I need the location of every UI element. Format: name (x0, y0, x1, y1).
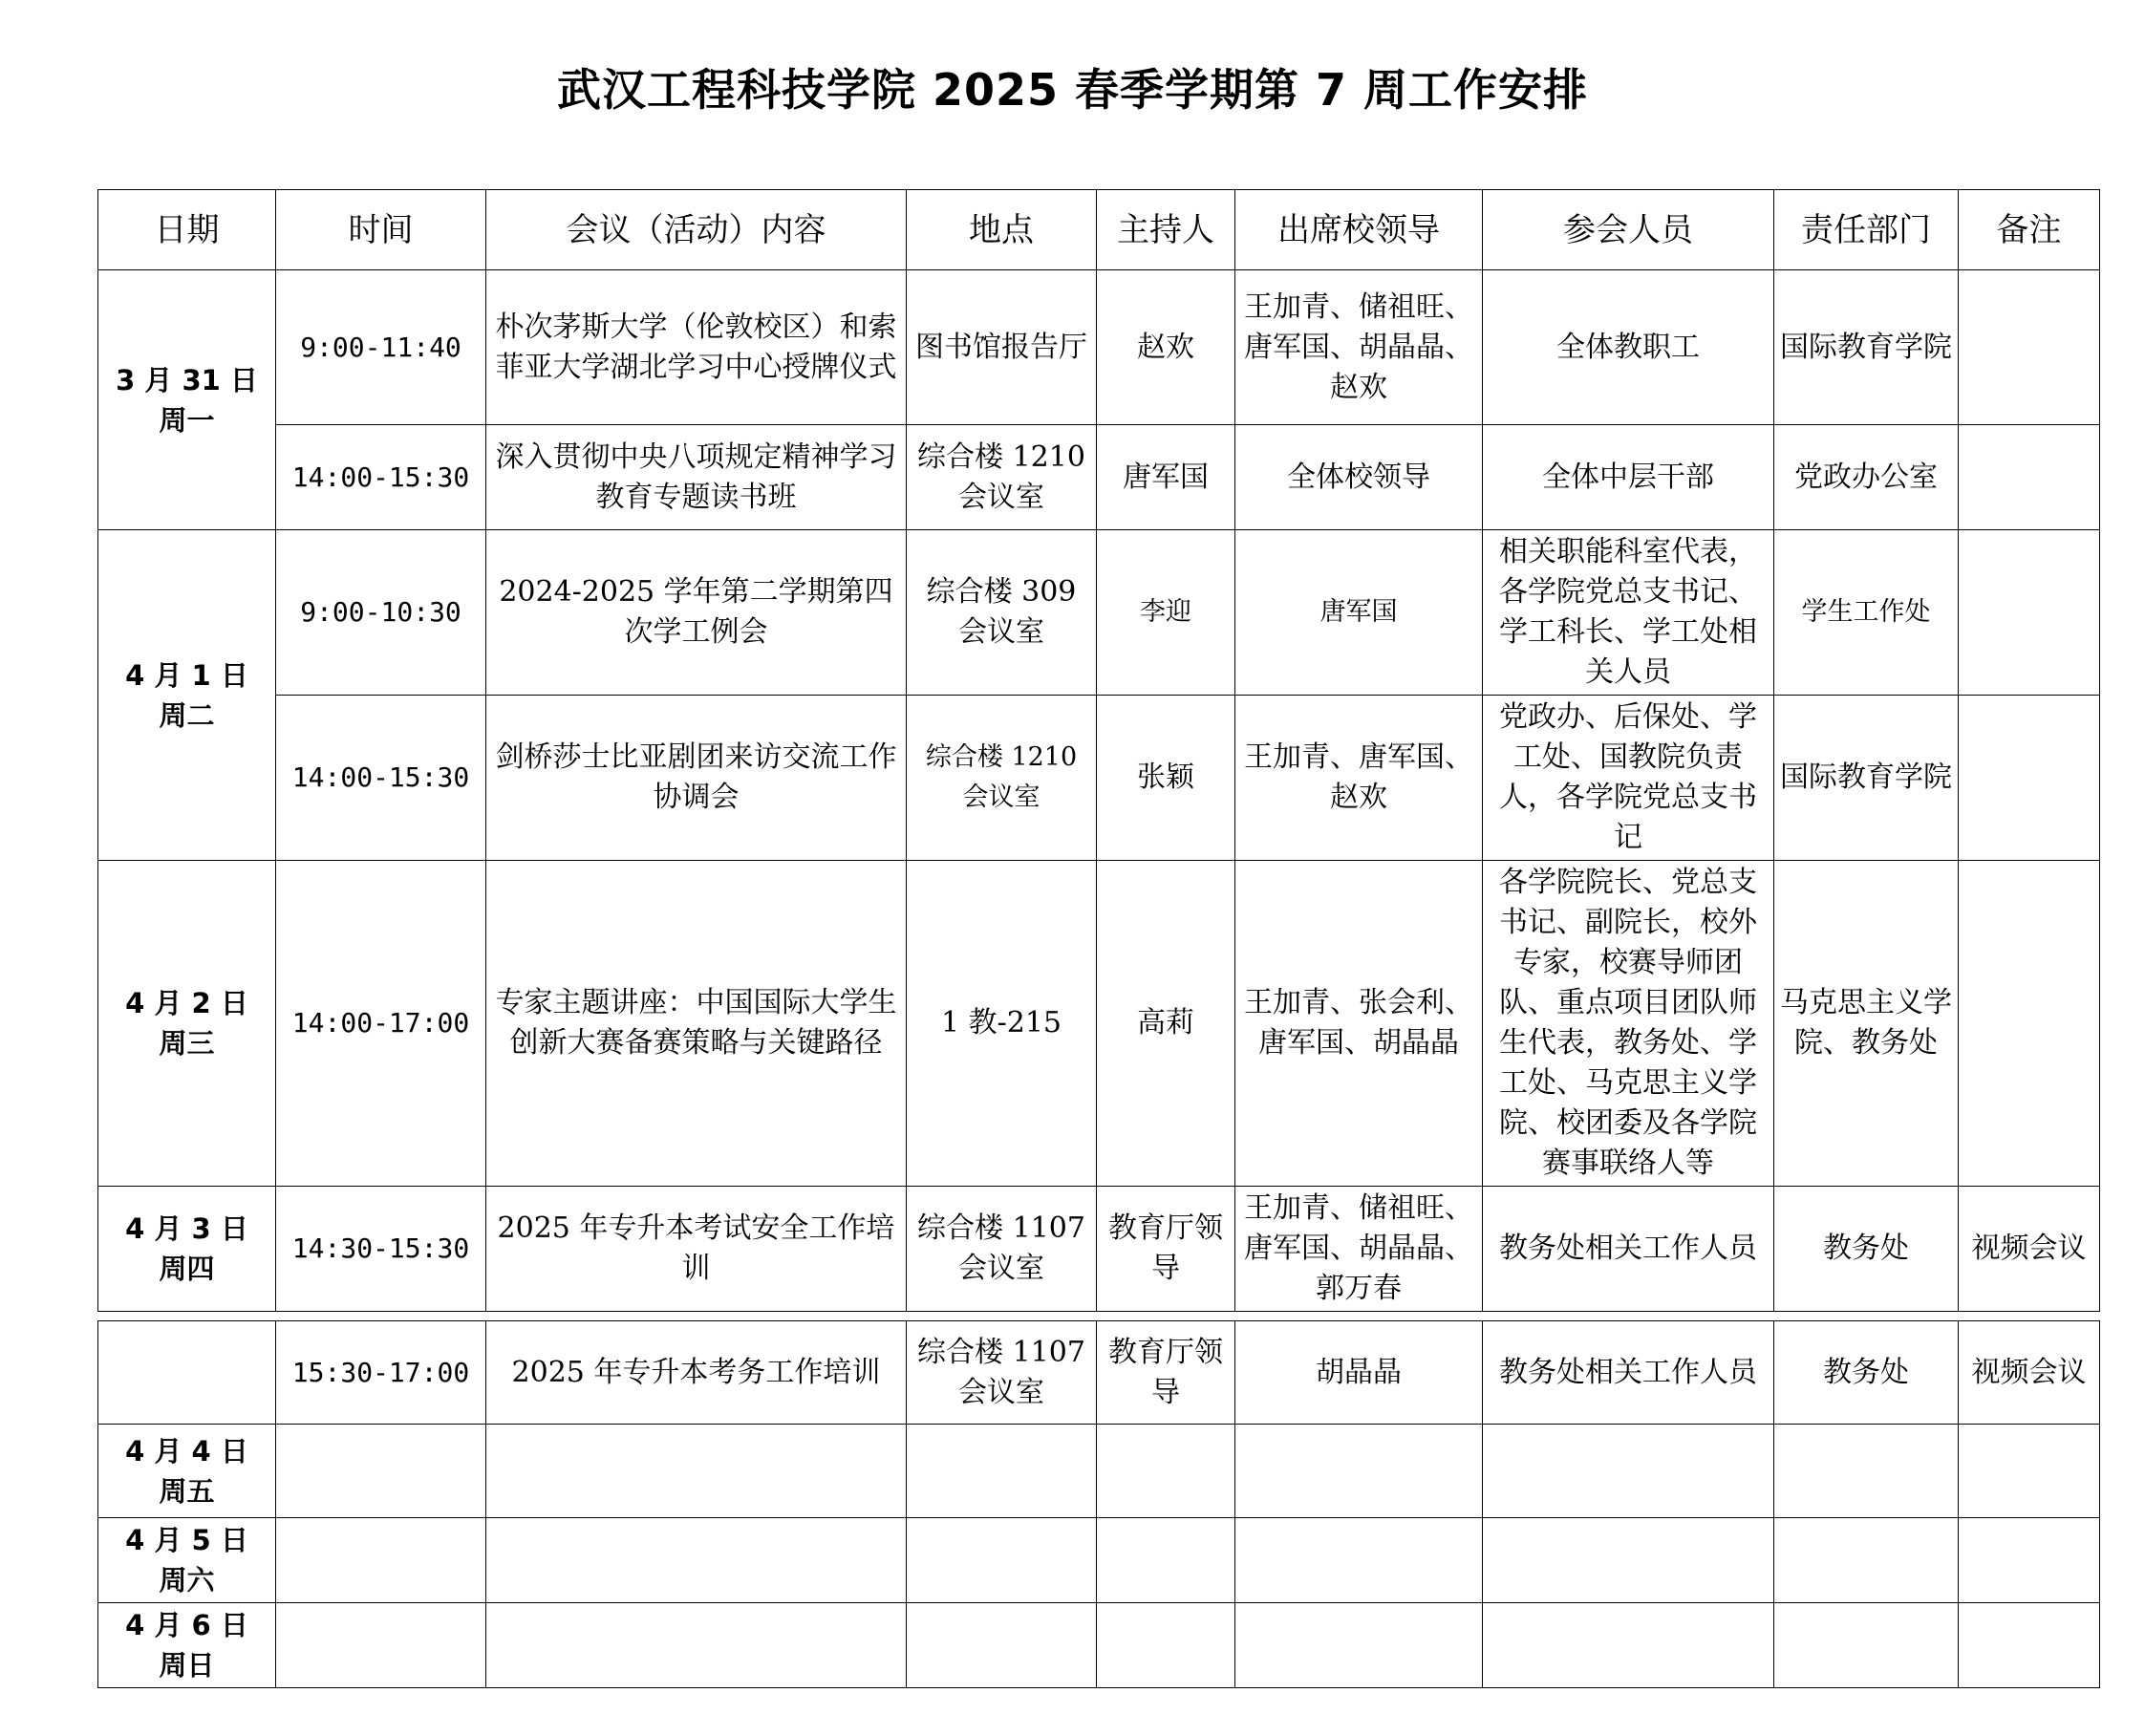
host-cell: 高莉 (1097, 861, 1235, 1187)
date-cell (98, 530, 276, 861)
table-row (98, 696, 2100, 861)
table-row (98, 1518, 2100, 1603)
department-cell (1774, 1425, 1959, 1518)
content-cell: 2025 年专升本考试安全工作培训 (486, 1187, 907, 1312)
content-cell (486, 1603, 907, 1688)
leaders-cell: 唐军国 (1235, 530, 1483, 696)
note-cell (1959, 696, 2100, 861)
time-cell: 14:00-15:30 (276, 696, 486, 861)
note-cell (1959, 1518, 2100, 1603)
table-row (98, 1321, 2100, 1425)
location-cell: 综合楼 1107 会议室 (907, 1187, 1097, 1312)
content-cell: 2025 年专升本考务工作培训 (486, 1321, 907, 1425)
date-cell (98, 1187, 276, 1312)
attendees-cell: 党政办、后保处、学工处、国教院负责人，各学院党总支书记 (1483, 696, 1774, 861)
host-cell: 教育厅领导 (1097, 1321, 1235, 1425)
attendees-cell: 教务处相关工作人员 (1483, 1187, 1774, 1312)
leaders-cell: 全体校领导 (1235, 425, 1483, 530)
time-cell: 9:00-11:40 (276, 270, 486, 425)
leaders-cell: 王加青、张会利、唐军国、胡晶晶 (1235, 861, 1483, 1187)
location-cell: 综合楼 1210 会议室 (907, 425, 1097, 530)
table-row (98, 861, 2100, 1187)
attendees-cell (1483, 1425, 1774, 1518)
host-cell (1097, 1425, 1235, 1518)
location-cell: 综合楼 1210 会议室 (907, 696, 1097, 861)
header-date: 日期 (98, 190, 276, 270)
host-cell: 教育厅领导 (1097, 1187, 1235, 1312)
time-cell (276, 1518, 486, 1603)
location-cell: 综合楼 309 会议室 (907, 530, 1097, 696)
leaders-cell (1235, 1518, 1483, 1603)
leaders-cell (1235, 1425, 1483, 1518)
weekday-label: 周三 (159, 1027, 215, 1060)
leaders-cell (1235, 1603, 1483, 1688)
date-cell (98, 1518, 276, 1603)
weekday-label: 周二 (159, 698, 215, 732)
table-row (98, 1425, 2100, 1518)
date-cell (98, 861, 276, 1187)
table-row (98, 270, 2100, 425)
header-attendees: 参会人员 (1483, 190, 1774, 270)
date-label: 4 月 2 日 (125, 987, 248, 1019)
note-cell: 视频会议 (1959, 1321, 2100, 1425)
date-label: 4 月 4 日 (125, 1434, 248, 1468)
time-cell: 14:00-15:30 (276, 425, 486, 530)
department-cell (1774, 1518, 1959, 1603)
time-cell: 14:00-17:00 (276, 861, 486, 1187)
location-cell: 综合楼 1107 会议室 (907, 1321, 1097, 1425)
time-cell (276, 1603, 486, 1688)
time-cell: 15:30-17:00 (276, 1321, 486, 1425)
content-cell: 深入贯彻中央八项规定精神学习教育专题读书班 (486, 425, 907, 530)
location-cell: 1 教-215 (907, 861, 1097, 1187)
attendees-cell: 全体教职工 (1483, 270, 1774, 425)
department-cell: 马克思主义学院、教务处 (1774, 861, 1959, 1187)
content-cell: 朴次茅斯大学（伦敦校区）和索菲亚大学湖北学习中心授牌仪式 (486, 270, 907, 425)
date-label: 4 月 5 日 (125, 1524, 248, 1556)
table-row (98, 1603, 2100, 1688)
time-cell (276, 1425, 486, 1518)
leaders-cell: 王加青、储祖旺、唐军国、胡晶晶、郭万春 (1235, 1187, 1483, 1312)
location-cell (907, 1518, 1097, 1603)
host-cell: 李迎 (1097, 530, 1235, 696)
page-title: 武汉工程科技学院 2025 春季学期第 7 周工作安排 (556, 64, 1589, 116)
date-label: 4 月 3 日 (125, 1212, 248, 1245)
date-cell (98, 1425, 276, 1518)
schedule-table-continued (97, 1320, 2100, 1688)
host-cell (1097, 1518, 1235, 1603)
attendees-cell (1483, 1518, 1774, 1603)
note-cell (1959, 530, 2100, 696)
weekday-label: 周五 (159, 1474, 215, 1508)
department-cell (1774, 1603, 1959, 1688)
weekday-label: 周四 (159, 1253, 215, 1285)
leaders-cell: 王加青、储祖旺、唐军国、胡晶晶、赵欢 (1235, 270, 1483, 425)
content-cell (486, 1518, 907, 1603)
attendees-cell: 教务处相关工作人员 (1483, 1321, 1774, 1425)
header-host: 主持人 (1097, 190, 1235, 270)
header-department: 责任部门 (1774, 190, 1959, 270)
department-cell: 党政办公室 (1774, 425, 1959, 530)
department-cell: 教务处 (1774, 1187, 1959, 1312)
content-cell: 专家主题讲座：中国国际大学生创新大赛备赛策略与关键路径 (486, 861, 907, 1187)
table-row (98, 530, 2100, 696)
note-cell (1959, 425, 2100, 530)
time-cell: 9:00-10:30 (276, 530, 486, 696)
attendees-cell: 各学院院长、党总支书记、副院长，校外专家，校赛导师团队、重点项目团队师生代表，教务处、学工处、马克思主义学院、校团委及各学院赛事联络人等 (1483, 861, 1774, 1187)
host-cell: 唐军国 (1097, 425, 1235, 530)
table-row (98, 1187, 2100, 1312)
weekday-label: 周六 (159, 1564, 215, 1597)
note-cell (1959, 1603, 2100, 1688)
header-leaders: 出席校领导 (1235, 190, 1483, 270)
department-cell: 国际教育学院 (1774, 696, 1959, 861)
location-cell (907, 1603, 1097, 1688)
content-cell (486, 1425, 907, 1518)
content-cell: 2024-2025 学年第二学期第四次学工例会 (486, 530, 907, 696)
attendees-cell: 相关职能科室代表，各学院党总支书记、学工科长、学工处相关人员 (1483, 530, 1774, 696)
header-location: 地点 (907, 190, 1097, 270)
host-cell: 赵欢 (1097, 270, 1235, 425)
note-cell (1959, 1425, 2100, 1518)
host-cell: 张颖 (1097, 696, 1235, 861)
attendees-cell (1483, 1603, 1774, 1688)
date-label: 4 月 6 日 (125, 1609, 248, 1641)
schedule-table (97, 189, 2100, 1312)
department-cell: 教务处 (1774, 1321, 1959, 1425)
location-cell: 图书馆报告厅 (907, 270, 1097, 425)
date-cell (98, 1603, 276, 1688)
header-row (98, 190, 2100, 270)
note-cell (1959, 861, 2100, 1187)
header-time: 时间 (276, 190, 486, 270)
leaders-cell: 王加青、唐军国、赵欢 (1235, 696, 1483, 861)
department-cell: 学生工作处 (1774, 530, 1959, 696)
weekday-label: 周日 (159, 1649, 215, 1682)
header-content: 会议（活动）内容 (486, 190, 907, 270)
date-cell (98, 270, 276, 530)
header-note: 备注 (1959, 190, 2100, 270)
note-cell (1959, 270, 2100, 425)
attendees-cell: 全体中层干部 (1483, 425, 1774, 530)
host-cell (1097, 1603, 1235, 1688)
department-cell: 国际教育学院 (1774, 270, 1959, 425)
date-cell (98, 1321, 276, 1425)
weekday-label: 周一 (159, 403, 215, 437)
content-cell: 剑桥莎士比亚剧团来访交流工作协调会 (486, 696, 907, 861)
note-cell: 视频会议 (1959, 1187, 2100, 1312)
date-label: 3 月 31 日 (116, 363, 258, 396)
time-cell: 14:30-15:30 (276, 1187, 486, 1312)
date-label: 4 月 1 日 (125, 658, 248, 692)
table-row (98, 425, 2100, 530)
leaders-cell: 胡晶晶 (1235, 1321, 1483, 1425)
location-cell (907, 1425, 1097, 1518)
